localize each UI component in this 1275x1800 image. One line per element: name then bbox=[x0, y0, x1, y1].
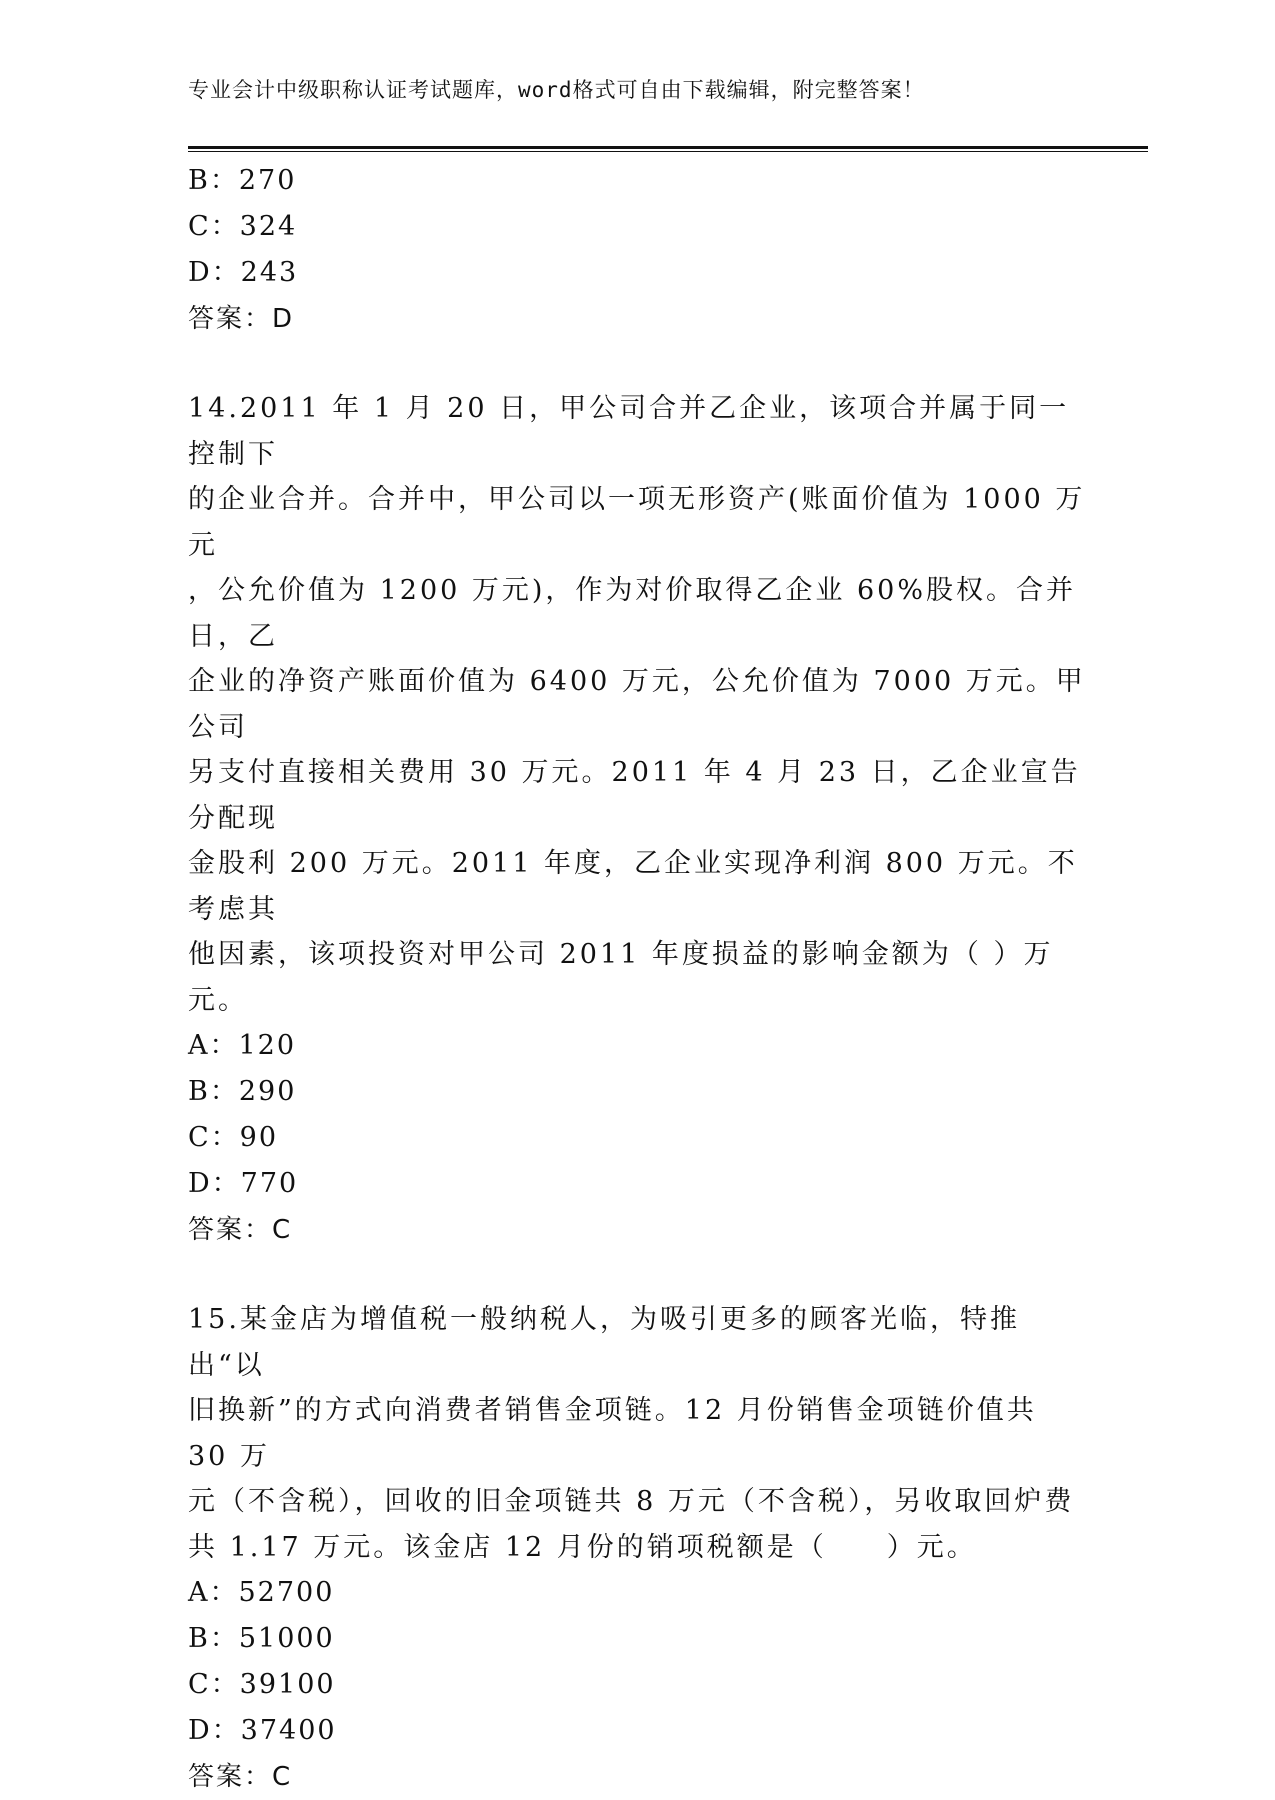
option-d: D：770 bbox=[188, 1168, 299, 1199]
question-line: 另支付直接相关费用 30 万元。2011 年 4 月 23 日，乙企业宣告分配现 bbox=[188, 757, 1081, 834]
question-line: 元（不含税），回收的旧金项链共 8 万元（不含税），另收取回炉费 bbox=[188, 1486, 1075, 1517]
option-a: A：52700 bbox=[188, 1577, 335, 1608]
question-14 bbox=[188, 386, 1088, 1253]
option-c: C：324 bbox=[188, 211, 298, 242]
question-line: 的企业合并。合并中，甲公司以一项无形资产(账面价值为 1000 万元 bbox=[188, 484, 1086, 561]
option-a: A：120 bbox=[188, 1030, 297, 1061]
header-rule-thin bbox=[188, 151, 1148, 152]
option-d: D：243 bbox=[188, 257, 299, 288]
header-rule bbox=[188, 146, 1148, 152]
question-line: 金股利 200 万元。2011 年度，乙企业实现净利润 800 万元。不考虑其 bbox=[188, 848, 1078, 925]
previous-question-tail bbox=[188, 158, 1088, 342]
option-b: B：290 bbox=[188, 1076, 297, 1107]
question-line: 他因素，该项投资对甲公司 2011 年度损益的影响金额为（ ）万元。 bbox=[188, 939, 1054, 1016]
answer: 答案：D bbox=[188, 304, 295, 334]
document-header: 专业会计中级职称认证考试题库，word格式可自由下载编辑，附完整答案！ bbox=[188, 78, 925, 102]
question-line: 旧换新”的方式向消费者销售金项链。12 月份销售金项链价值共 30 万 bbox=[188, 1395, 1037, 1472]
answer: 答案：C bbox=[188, 1762, 293, 1792]
document-body bbox=[188, 158, 1088, 1800]
option-b: B：270 bbox=[188, 165, 297, 196]
question-line: 企业的净资产账面价值为 6400 万元，公允价值为 7000 万元。甲公司 bbox=[188, 666, 1086, 743]
header-rule-thick bbox=[188, 146, 1148, 149]
question-line: 15.某金店为增值税一般纳税人，为吸引更多的顾客光临，特推出“以 bbox=[188, 1304, 1020, 1381]
question-line: 14.2011 年 1 月 20 日，甲公司合并乙企业，该项合并属于同一控制下 bbox=[188, 393, 1070, 470]
question-line: 共 1.17 万元。该金店 12 月份的销项税额是（ ）元。 bbox=[188, 1531, 977, 1563]
option-c: C：90 bbox=[188, 1122, 279, 1153]
question-15 bbox=[188, 1297, 1088, 1800]
question-text bbox=[188, 1297, 1088, 1570]
question-text bbox=[188, 386, 1088, 1023]
option-c: C：39100 bbox=[188, 1669, 336, 1700]
option-b: B：51000 bbox=[188, 1623, 335, 1654]
answer: 答案：C bbox=[188, 1215, 293, 1245]
question-line: ，公允价值为 1200 万元)，作为对价取得乙企业 60%股权。合并日，乙 bbox=[188, 575, 1077, 652]
option-d: D：37400 bbox=[188, 1715, 337, 1746]
